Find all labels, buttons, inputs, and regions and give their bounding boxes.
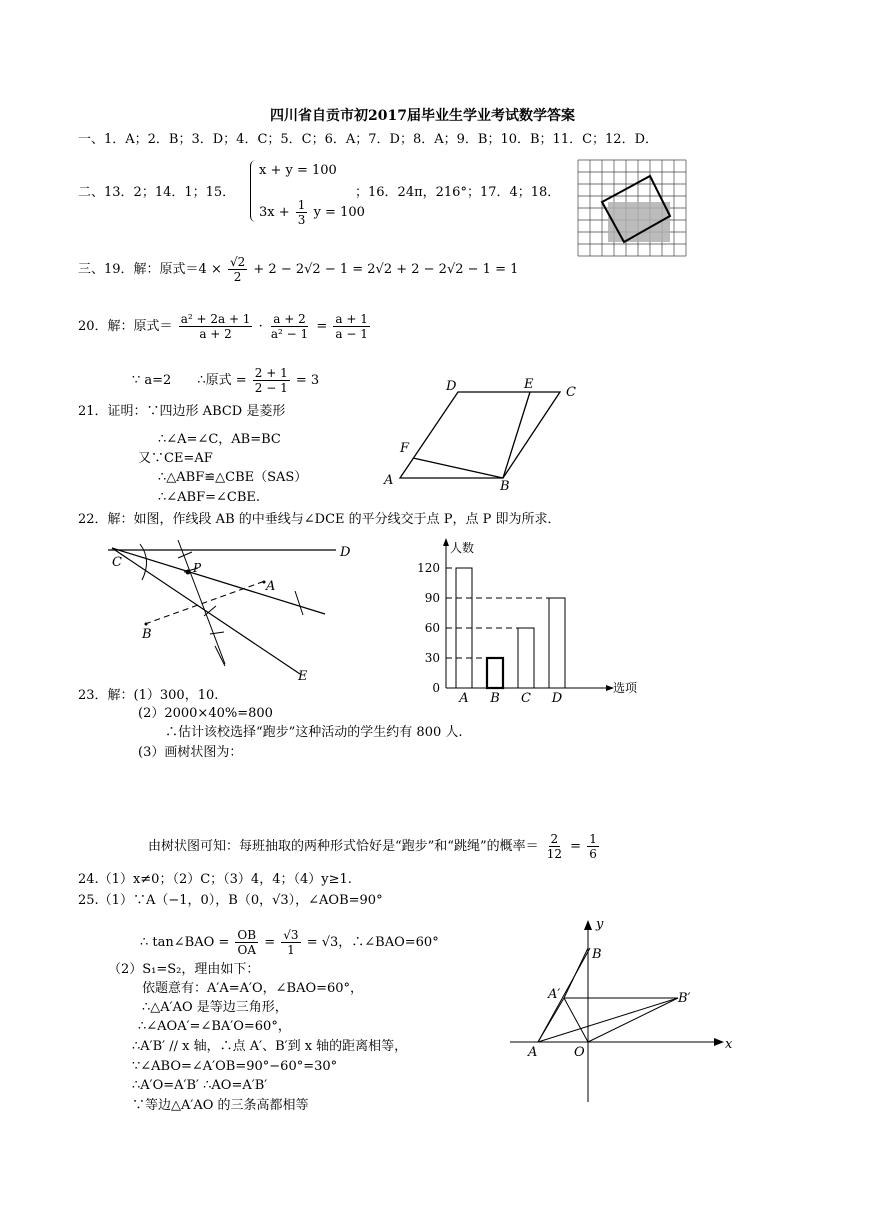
problem-25-tan: ∴ tan∠BAO = $\frac{OB}{OA}$ = $\frac{√3}{1}$ = √3，∴∠BAO=60° <box>140 928 439 957</box>
problem-25-line-f: ∴∠AOA′=∠BA′O=60°， <box>138 1019 291 1034</box>
problem-25-line-d: 依题意有：A′A=A′O，∠BAO=60°， <box>142 981 364 996</box>
bar-D <box>549 598 565 688</box>
problem-23-part2: (2）2000×40%=800 <box>138 706 273 721</box>
chart-ylabel: 人数 <box>450 541 475 555</box>
y-tick-label: 30 <box>424 651 440 665</box>
fig21-label-B: B <box>500 479 510 494</box>
fig22-label-A: A <box>266 579 276 594</box>
problem-25-part1: 25.（1）∵A（−1，0），B（0，√3），∠AOB=90° <box>78 893 383 908</box>
fig21-label-F: F <box>400 441 410 456</box>
equation-system-brace <box>250 160 259 222</box>
answers-section-2-rest: ；16．24π，216°；17．4；18． <box>355 185 561 200</box>
problem-25-part2: （2）S₁=S₂，理由如下： <box>108 962 260 977</box>
problem-24: 24.（1）x≠0；（2）C；（3）4，4；（4）y≥1. <box>78 872 352 887</box>
fig21-label-A: A <box>384 473 394 488</box>
problem-22: 22．解：如图，作线段 AB 的中垂线与∠DCE 的平分线交于点 P，点 P 即为所求． <box>78 512 561 527</box>
problem-23-probability: 由树状图可知：每班抽取的两种形式恰好是“跑步”和“跳绳”的概率＝ $\frac{2}{12}$ = $\frac{1}{6}$ <box>148 832 597 861</box>
y-tick-label: 0 <box>432 681 440 695</box>
problem-21-line5: ∴∠ABF=∠CBE. <box>158 490 261 505</box>
fig22-label-B: B <box>142 627 152 642</box>
fig22-label-P: P <box>193 561 202 575</box>
document-title: 四川省自贡市初2017届毕业生学业考试数学答案 <box>270 108 575 124</box>
problem-21-line2: ∴∠A=∠C，AB=BC <box>158 432 281 447</box>
y-tick-label: 120 <box>417 561 440 575</box>
coordinate-figure <box>510 918 740 1103</box>
fig21-label-C: C <box>566 385 576 400</box>
bar-C <box>518 628 534 688</box>
problem-21-line4: ∴△ABF≌△CBE（SAS） <box>158 470 308 485</box>
fig21-label-E: E <box>524 377 534 392</box>
fig25-label-O: O <box>574 1045 585 1060</box>
x-tick-label-D: D <box>551 691 563 706</box>
grid-rotated-square-figure <box>578 160 686 256</box>
problem-25-line-j: ∵等边△A′AO 的三条高都相等 <box>132 1098 309 1113</box>
x-tick-label-A: A <box>459 691 469 706</box>
problem-23-part3: (3）画树状图为： <box>138 745 243 760</box>
y-tick-label: 60 <box>424 621 440 635</box>
fig25-label-B-prime: B′ <box>678 991 691 1006</box>
answers-section-1: 一、1．A；2．B；3．D；4．C；5．C；6．A；7．D；8．A；9．B；10．B；11．C；12．D． <box>78 132 658 147</box>
answers-section-2-prefix: 二、13．2；14．1；15． <box>78 185 236 200</box>
problem-21-line3: 又∵CE=AF <box>138 451 213 466</box>
problem-25-line-e: ∴△A′AO 是等边三角形， <box>142 1000 288 1015</box>
fig25-label-x: x <box>725 1037 733 1052</box>
problem-20: 20．解：原式＝ $\frac{\text{a² + 2a + 1}}{a + 2}$ · $\frac{a + 2}{\text{a² − 1}}$ = $\frac{a + 1}{a - 1}$ <box>78 312 368 341</box>
fig25-label-B: B <box>592 947 602 962</box>
fig25-label-A-prime: A′ <box>548 987 561 1002</box>
equation-system-eq2: 3x + $\frac{1}{3}$ y = 100 <box>259 198 365 227</box>
fig21-label-D: D <box>446 379 457 394</box>
fig22-label-D: D <box>340 545 351 560</box>
problem-25-line-i: ∴A′O=A′B′ ∴AO=A′B′ <box>132 1078 268 1093</box>
fig22-label-C: C <box>112 555 122 570</box>
rhombus-figure <box>380 378 590 493</box>
fig22-label-E: E <box>298 669 308 684</box>
x-tick-label-C: C <box>521 691 531 706</box>
problem-23-part1: 23．解：(1）300，10. <box>78 688 219 703</box>
problem-19: 三、19．解：原式＝4 × $\frac{√2}{2}$ + 2 − 2√2 − 1 = 2√2 + 2 − 2√2 − 1 = 1 <box>78 255 519 284</box>
bar-chart <box>408 538 638 708</box>
problem-25-line-g: ∴A′B′ // x 轴，∴点 A′、B′到 x 轴的距离相等， <box>132 1039 408 1054</box>
fig25-label-y: y <box>596 917 604 932</box>
problem-20-result: ∵ a=2 ∴原式 = $\frac{2 + 1}{2 - 1}$ = 3 <box>132 366 320 395</box>
equation-system-eq1: x + y = 100 <box>259 163 337 178</box>
problem-25-line-h: ∵∠ABO=∠A′OB=90°−60°=30° <box>132 1059 338 1074</box>
problem-23-estimate: ∴估计该校选择“跑步”这种活动的学生约有 800 人. <box>165 725 463 740</box>
bar-B <box>487 658 503 688</box>
construction-figure <box>100 536 360 686</box>
fig25-label-A: A <box>528 1045 538 1060</box>
chart-xlabel: 选项 <box>613 681 638 695</box>
x-tick-label-B: B <box>490 691 500 706</box>
problem-21-line1: 21．证明：∵四边形 ABCD 是菱形 <box>78 404 286 419</box>
y-tick-label: 90 <box>424 591 440 605</box>
